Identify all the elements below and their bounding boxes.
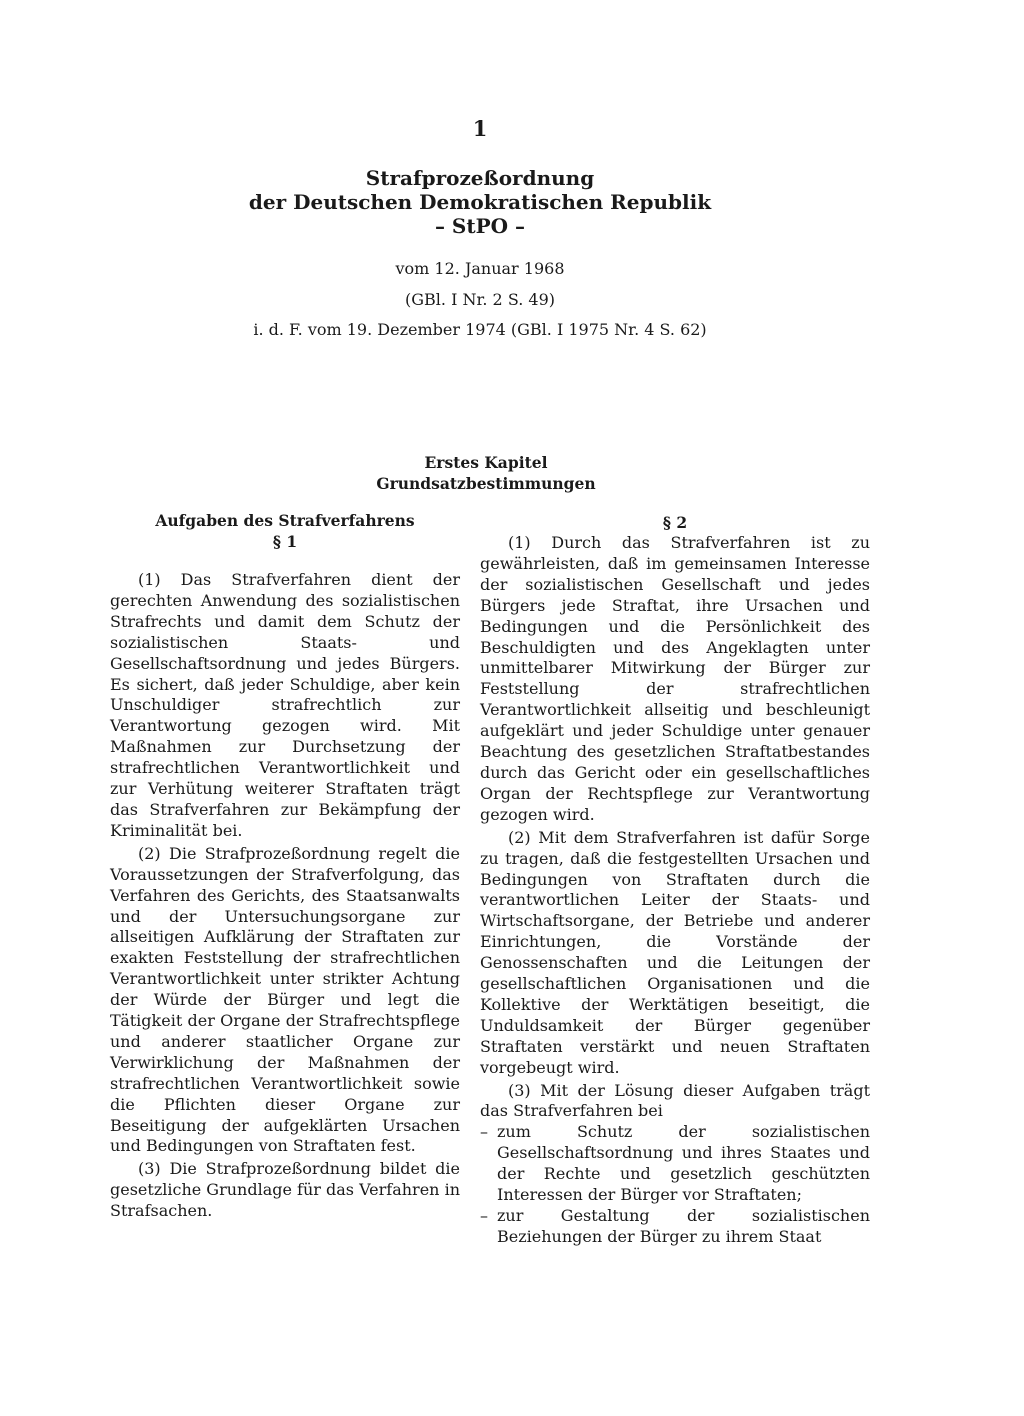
dash-marker: – xyxy=(480,1122,488,1142)
title-line-2: der Deutschen Demokratischen Republik xyxy=(248,190,712,214)
left-column xyxy=(110,510,460,1222)
paragraph-2-section-1: (1) Durch das Strafverfahren ist zu gewährleisten, daß im gemeinsamen Interesse der sozialistischen Gesellschaft und jedes Bürgers jede Straftat, ihre Ursachen und Bedingungen und die Persönlichkeit des Beschuldigten und des Angeklagten unter unmittelbarer Mitwirkung der Bürger zur Feststellung der strafrechtlichen Verantwortlichkeit allseitig und beschleunigt aufgeklärt und jeder Schuldige unter genauer Beachtung des gesetzlichen Straftatbestandes durch das Gericht oder ein gesellschaftliches Organ der Rechtspflege zur Verantwortung gezogen wird. xyxy=(480,533,870,824)
gazette-reference: (GBl. I Nr. 2 S. 49) xyxy=(405,290,555,309)
paragraph-2-section-3: (3) Mit der Lösung dieser Aufgaben trägt das Strafverfahren bei xyxy=(480,1080,870,1121)
chapter-name: Grundsatzbestimmungen xyxy=(376,474,596,493)
right-column xyxy=(480,512,870,1248)
list-item-text: zur Gestaltung der sozialistischen Beziehungen der Bürger zu ihrem Staat xyxy=(497,1206,870,1246)
section-heading: Aufgaben des Strafverfahrens xyxy=(155,511,415,530)
dash-marker: – xyxy=(480,1206,488,1225)
title-line-3: – StPO – xyxy=(434,214,526,238)
date-line: vom 12. Januar 1968 xyxy=(395,259,565,278)
chapter-number: Erstes Kapitel xyxy=(424,453,548,472)
paragraph-2-sign: § 2 xyxy=(662,513,688,532)
paragraph-1-section-2: (2) Die Strafprozeßordnung regelt die Voraussetzungen der Strafverfolgung, das Verfahren des Gerichts, des Staatsanwalts und der Untersuchungsorgane zur allseitigen Aufklärung der Straftaten zur exakten Feststellung der strafrechtlichen Verantwortlichkeit unter strikter Achtung der Würde der Bürger und legt die Tätigkeit der Organe der Strafrechtspflege und anderer staatlicher Organe zur Verwirklichung der Maßnahmen der strafrechtlichen Verantwortlichkeit sowie die Pflichten dieser Organe zur Beseitigung der aufgeklärten Ursachen und Bedingungen von Straftaten fest. xyxy=(110,843,460,1156)
paragraph-1-section-1: (1) Das Strafverfahren dient der gerechten Anwendung des sozialistischen Strafrechts und damit dem Schutz der sozialistischen Staats- und Gesellschaftsordnung und jedes Bürgers. Es sichert, daß jeder Schuldige, aber kein Unschuldiger strafrechtlich zur Verantwortung gezogen wird. Mit Maßnahmen zur Durchsetzung der strafrechtlichen Verantwortlichkeit und zur Verhütung weiterer Straftaten trägt das Strafverfahren zur Bekämpfung der Kriminalität bei. xyxy=(110,570,460,840)
list-item xyxy=(480,1122,870,1206)
paragraph-1-sign: § 1 xyxy=(272,532,298,551)
list-item xyxy=(480,1206,870,1248)
list-item-text: zum Schutz der sozialistischen Gesellschaftsordnung und ihres Staates und der Rechte und gesetzlich geschützten Interessen der Bürger vor Straftaten; xyxy=(497,1122,870,1205)
paragraph-2-section-2: (2) Mit dem Strafverfahren ist dafür Sorge zu tragen, daß die festgestellten Ursachen und Bedingungen von Straftaten durch die verantwortlichen Leiter der Staats- und Wirtschaftsorgane, der Betriebe und anderer Einrichtungen, die Vorstände der Genossenschaften und die Leitungen der gesellschaftlichen Organisationen und die Kollektive der Werktätigen beseitigt, die Unduldsamkeit der Bürger gegenüber Straftaten verstärkt und neuen Straftaten vorgebeugt wird. xyxy=(480,827,870,1077)
paragraph-1-section-3: (3) Die Strafprozeßordnung bildet die gesetzliche Grundlage für das Verfahren in Strafsachen. xyxy=(110,1159,460,1221)
page-number: 1 xyxy=(472,116,488,141)
version-line: i. d. F. vom 19. Dezember 1974 (GBl. I 1975 Nr. 4 S. 62) xyxy=(253,320,707,339)
spacer xyxy=(110,552,460,570)
title-line-1: Strafprozeßordnung xyxy=(365,166,595,190)
